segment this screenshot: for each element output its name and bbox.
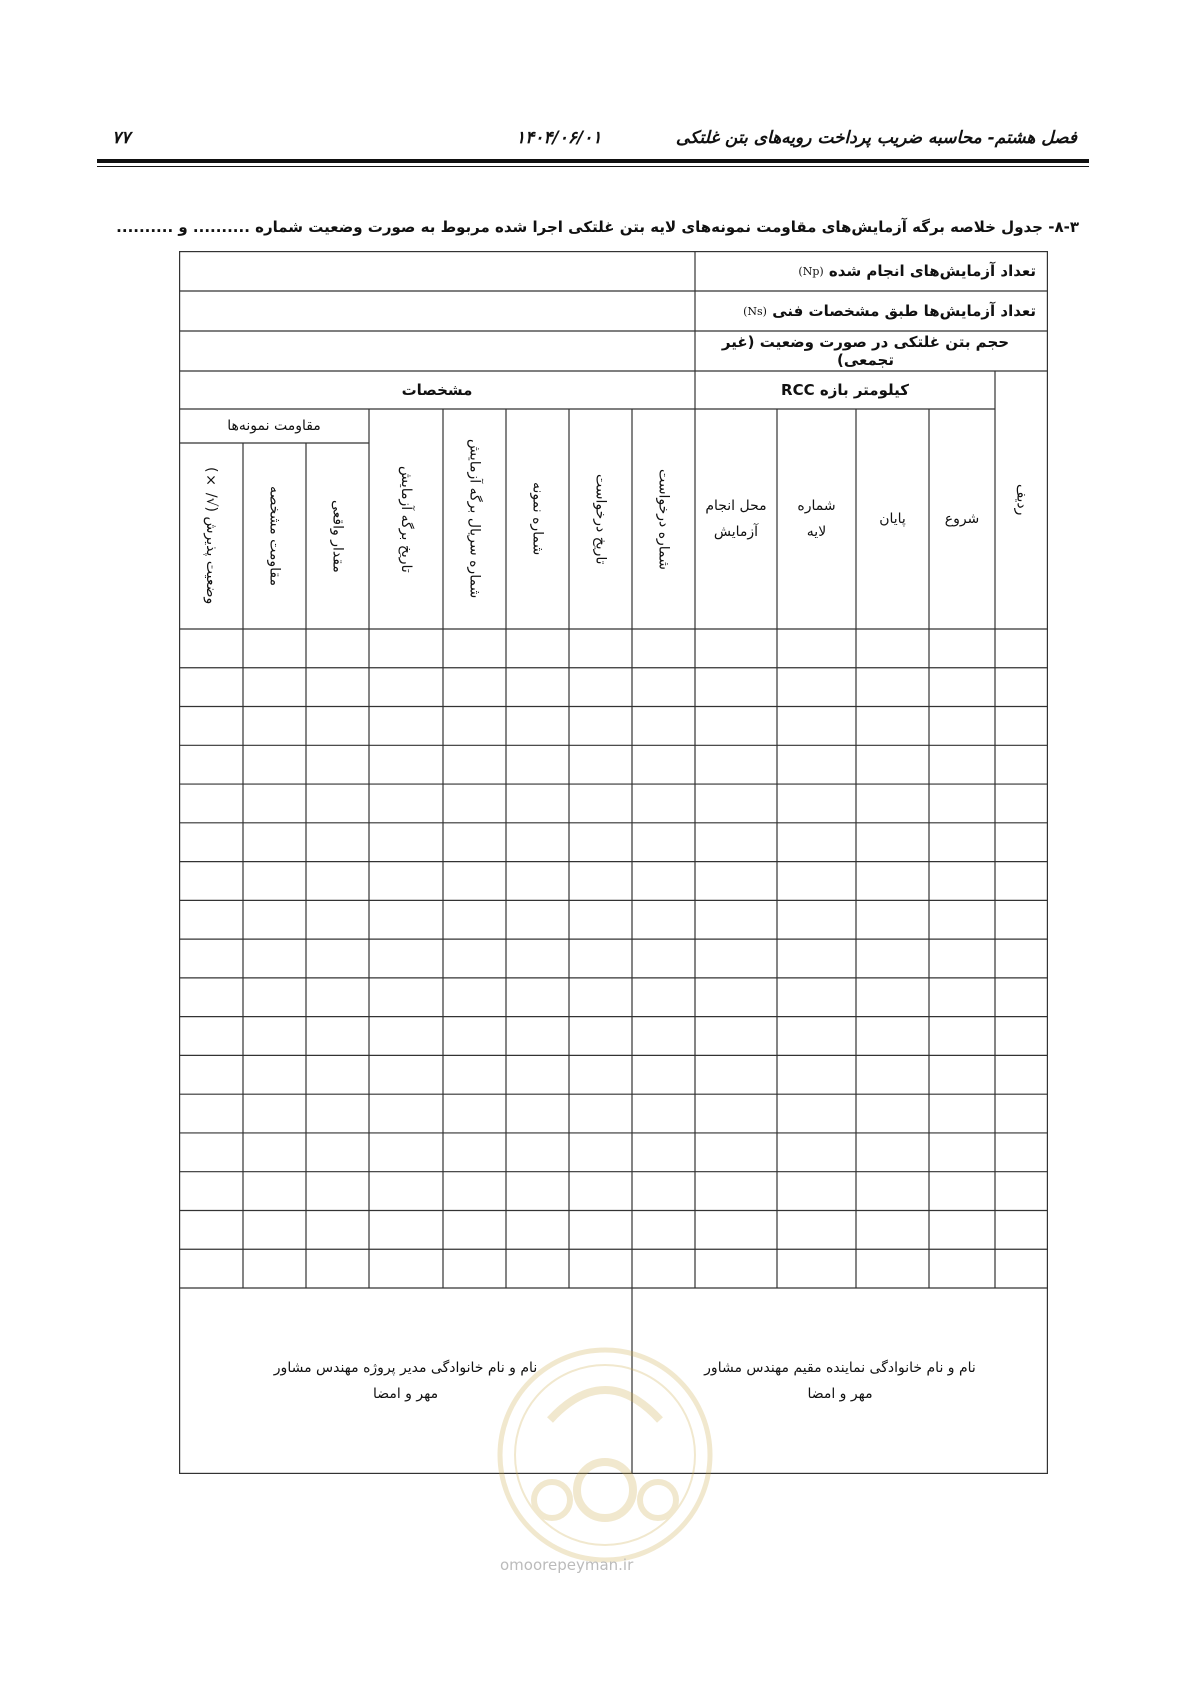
col-header-test-sheet-date xyxy=(369,409,443,629)
col-header-sample-number xyxy=(506,409,569,629)
col-header-text: شماره لایه xyxy=(797,498,836,540)
signature-title: نام و نام خانوادگی نماینده مقیم مهندس مشاور xyxy=(704,1360,976,1376)
spec-group-header: مشخصات xyxy=(401,381,473,399)
info-label-tests-performed xyxy=(695,251,1048,291)
km-group-header: کیلومتر بازه RCC xyxy=(781,381,909,399)
watermark-text: omoorepeyman.ir xyxy=(500,1556,634,1574)
col-header-text: شماره نمونه xyxy=(529,482,546,556)
chapter-title: فصل هشتم- محاسبه ضریب پرداخت رویه‌های بتن غلتکی xyxy=(675,128,1077,148)
strength-group-header: مقاومت نمونه‌ها xyxy=(227,418,321,434)
header-rule-thin xyxy=(97,166,1089,167)
signature-stamp: مهر و امضا xyxy=(807,1386,873,1402)
col-header-test-sheet-serial xyxy=(443,409,506,629)
info-symbol: (Ns) xyxy=(743,304,767,318)
info-value-tests-performed[interactable] xyxy=(179,251,695,291)
col-header-actual-value xyxy=(306,443,369,629)
watermark-seal-icon xyxy=(490,1340,720,1570)
info-text: تعداد آزمایش‌های انجام شده xyxy=(828,262,1036,280)
info-value-tests-per-spec[interactable] xyxy=(179,291,695,331)
test-summary-form xyxy=(179,251,1048,1474)
col-header-end: پایان xyxy=(879,511,906,527)
info-text: حجم بتن غلتکی در صورت وضعیت (غیر تجمعی) xyxy=(721,333,1010,369)
col-header-acceptance-status xyxy=(179,443,243,629)
header-date: ۱۴۰۴/۰۶/۰۱ xyxy=(516,128,602,148)
col-header-request-date xyxy=(569,409,632,629)
col-header-request-number xyxy=(632,409,695,629)
col-header-text: مقاومت مشخصه xyxy=(266,486,283,586)
col-header-characteristic-strength xyxy=(243,443,306,629)
info-symbol: (Np) xyxy=(798,264,824,278)
col-header-text: محل انجام آزمایش xyxy=(705,498,767,540)
table-caption: ۸-۳- جدول خلاصه برگه آزمایش‌های مقاومت نمونه‌های لایه بتن غلتکی اجرا شده مربوط به صورت وضعیت شماره .......... و .......... xyxy=(116,218,1079,236)
col-header-text: ردیف xyxy=(1013,484,1030,516)
info-value-rcc-volume[interactable] xyxy=(179,331,695,371)
col-header-row-number xyxy=(995,371,1048,629)
col-header-text: تاریخ درخواست xyxy=(592,473,609,565)
col-header-text: تاریخ برگه آزمایش xyxy=(398,465,414,573)
info-text: تعداد آزمایش‌ها طبق مشخصات فنی xyxy=(772,302,1036,320)
col-header-text: وضعیت پذیرش (√/ ×) xyxy=(203,467,219,605)
signature-title: نام و نام خانوادگی مدیر پروژه مهندس مشاور xyxy=(273,1360,538,1376)
col-header-text: شماره درخواست xyxy=(655,468,672,570)
signature-stamp: مهر و امضا xyxy=(372,1386,439,1402)
header-rule-thick xyxy=(97,159,1089,163)
col-header-text: شماره سریال برگه آزمایش xyxy=(466,439,483,599)
col-header-start: شروع xyxy=(944,511,980,527)
info-label-rcc-volume xyxy=(695,331,1048,371)
col-header-test-location xyxy=(695,409,777,629)
col-header-layer-number xyxy=(777,409,856,629)
info-label-tests-per-spec xyxy=(695,291,1048,331)
col-header-text: مقدار واقعی xyxy=(329,499,346,573)
page-number: ۷۷ xyxy=(112,128,131,148)
